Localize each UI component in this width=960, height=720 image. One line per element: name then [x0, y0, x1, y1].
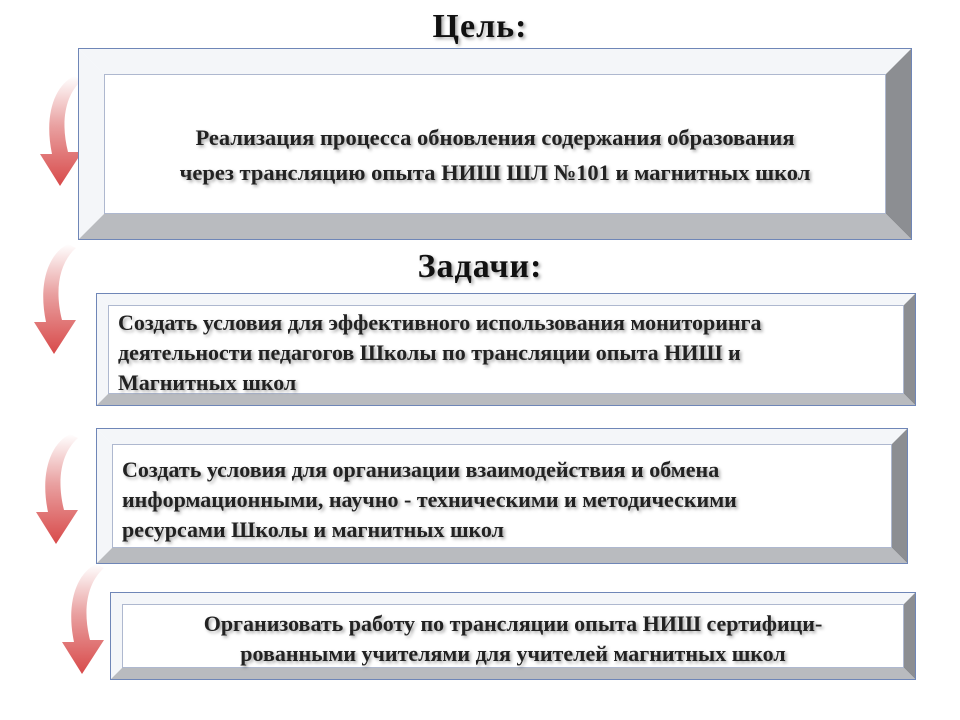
bevel-left	[110, 592, 122, 680]
task-line: Магнитных школ	[118, 370, 297, 395]
bevel-top	[110, 592, 916, 604]
bevel-bottom	[78, 214, 912, 240]
goal-line: Реализация процесса обновления содержания образования	[195, 125, 795, 150]
bevel-top	[96, 293, 916, 305]
task-line: деятельности педагогов Школы по трансляции опыта НИШ и	[118, 340, 741, 365]
bevel-top	[78, 48, 912, 74]
bevel-top	[96, 428, 908, 444]
curved-arrow-icon-3	[26, 430, 96, 550]
task-line: информационными, научно - техническими и методическими	[122, 487, 737, 512]
goal-heading: Цель:	[432, 8, 528, 45]
goal-box	[78, 48, 912, 240]
goal-text	[104, 120, 886, 190]
tasks-heading: Задачи:	[417, 248, 543, 285]
task-3-text	[122, 609, 904, 669]
task-line: рованными учителями для учителей магнитных школ	[240, 641, 786, 666]
task-line: Создать условия для эффективного использования мониторинга	[118, 310, 762, 335]
bevel-bottom	[110, 668, 916, 680]
task-box-3	[110, 592, 916, 680]
bevel-bottom	[96, 548, 908, 564]
task-box-2	[96, 428, 908, 564]
task-2-text	[122, 455, 892, 545]
goal-line: через трансляцию опыта НИШ ШЛ №101 и магнитных школ	[179, 160, 811, 185]
task-box-1	[96, 293, 916, 406]
bevel-right	[904, 592, 916, 680]
bevel-right	[886, 48, 912, 240]
bevel-left	[78, 48, 104, 240]
task-line: Создать условия для организации взаимодействия и обмена	[122, 457, 720, 482]
bevel-right	[892, 428, 908, 564]
bevel-left	[96, 428, 112, 564]
bevel-left	[96, 293, 108, 406]
task-line: ресурсами Школы и магнитных школ	[122, 517, 504, 542]
task-1-text	[118, 308, 908, 398]
task-line: Организовать работу по трансляции опыта НИШ сертифици-	[203, 611, 823, 636]
